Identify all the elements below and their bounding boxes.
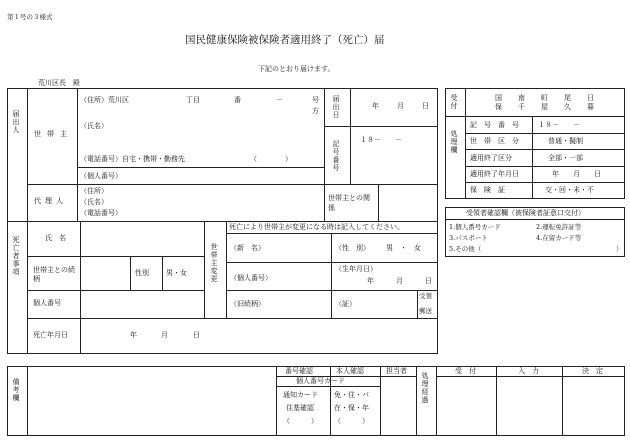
old-relation-label: （旧続柄） [230, 300, 265, 308]
deceased-section-label: 死亡者事項 [12, 236, 20, 276]
address-unit-ban: 番 [234, 96, 241, 104]
id-item-other: 5.その他（ [449, 245, 482, 253]
district-nippori-1: 日 [587, 94, 594, 102]
resident-check-label: 住基確認 [286, 404, 314, 412]
agent-name-label: （氏名） [80, 198, 108, 206]
form-number: 第１号の３様式 [7, 13, 53, 21]
received-mark: 受領 [419, 292, 432, 300]
death-date-year: 年 [130, 331, 137, 339]
office-row-value: 普通・擬制 [548, 137, 583, 145]
householder-change-notice: 死亡により世帯主が変更になる時は記入してください。 [229, 223, 404, 231]
district-nippori-2: 暮 [587, 103, 594, 111]
agent-phone-label: （電話番号） [80, 209, 122, 217]
address-unit-go: 号 [312, 96, 319, 104]
decision-stage-label: 決 定 [582, 367, 603, 375]
cert-label: （証） [335, 300, 356, 308]
district-ogu-2: 久 [564, 103, 571, 111]
id-item-passport: 3.パスポート [449, 234, 488, 242]
personal-number-label: （個人番号） [80, 172, 122, 180]
remarks-label: 備考欄 [12, 378, 20, 402]
address-unit-chome: 丁目 [186, 96, 200, 104]
date-unit-year: 年 [372, 102, 379, 110]
district-minamisenju-2: 千 [518, 103, 525, 111]
name-label: （氏名） [80, 122, 108, 130]
page-title: 国民健康保険被保険者適用終了（死亡）届 [185, 34, 385, 46]
id-item-mynumber-card: 1.個人番号カード [449, 223, 501, 231]
symbol-number-label: 記号番号 [332, 140, 340, 172]
identity-check-parens: （ ） [334, 417, 369, 425]
license-group-label: 免・住・パ [334, 391, 369, 399]
new-name-label: （新 名） [230, 244, 265, 252]
date-unit-month: 月 [397, 102, 404, 110]
received-stage-label: 受 付 [455, 367, 476, 375]
intro-text: 下記のとおり届けます。 [258, 65, 335, 73]
deceased-sex-options: 男・女 [166, 269, 187, 277]
forwarded-mark: 郵送 [419, 307, 432, 315]
householder-label: 世帯主 [34, 130, 73, 138]
input-stage-label: 入 力 [518, 367, 539, 375]
deceased-relation-label: 世帯主との続柄 [33, 266, 75, 284]
birth-date-label: （生年月日） [335, 265, 377, 273]
address-label: （住所）荒川区 [80, 96, 129, 104]
processing-history-label: 処理経過 [421, 372, 429, 404]
relation-label: 世帯主との関係 [328, 194, 370, 212]
number-check-label: 番号確認 [285, 367, 313, 375]
householder-change-label: 世帯主変更 [210, 243, 218, 283]
new-personal-number-label: （個人番号） [230, 274, 272, 282]
office-row-value: 年 月 日 [552, 170, 601, 178]
personal-card-label: 個人番号カード [296, 377, 345, 385]
id-item-residence-card: 4.在留カード等 [536, 234, 582, 242]
phone-label: （電話番号）自宅・携帯・勤務先 [80, 155, 185, 163]
birth-year: 年 [367, 277, 374, 285]
id-item-other-close: ） [616, 245, 623, 253]
office-row-value: １８－ － [538, 121, 580, 129]
office-row-label: 記 号 番 号 [470, 121, 519, 129]
addressee: 荒川区長 殿 [38, 79, 80, 87]
birth-day: 日 [425, 277, 432, 285]
date-unit-day: 日 [422, 102, 429, 110]
office-row-value: 全部・一部 [548, 154, 583, 162]
address-suffix: 方 [312, 107, 319, 115]
district-machiya-1: 町 [541, 94, 548, 102]
notice-card-label: 通知カード [283, 391, 318, 399]
death-date-month: 月 [161, 331, 168, 339]
office-row-value: 交・回・未・不 [545, 186, 594, 194]
gender-options: 男 ・ 女 [386, 244, 421, 252]
death-date-day: 日 [193, 331, 200, 339]
district-ogu-1: 尾 [564, 94, 571, 102]
district-minamisenju-1: 南 [518, 94, 525, 102]
office-row-label: 適用終了区分 [470, 154, 512, 162]
district-kokuho-1: 国 [495, 94, 502, 102]
notifier-section-label: 届出人 [12, 110, 20, 134]
address-unit-dash: － [276, 96, 283, 104]
office-row-label: 保 険 証 [470, 186, 505, 194]
deceased-personal-number-label: 個人番号 [33, 299, 61, 307]
office-row-label: 適用終了年月日 [470, 170, 519, 178]
staff-label: 担当者 [386, 367, 407, 375]
birth-month: 月 [396, 277, 403, 285]
death-date-label: 死亡年月日 [33, 331, 68, 339]
office-received-label: 受付 [450, 94, 458, 110]
office-processing-label: 処理欄 [450, 130, 458, 154]
agent-address-label: （住所） [80, 187, 108, 195]
identity-check-label: 本人確認 [336, 367, 364, 375]
district-machiya-2: 屋 [541, 103, 548, 111]
symbol-number-value: １８－ － [360, 136, 402, 144]
office-row-label: 世 帯 区 分 [470, 137, 519, 145]
resident-group-label: 在・保・年 [334, 404, 369, 412]
resident-check-parens: （ ） [283, 417, 318, 425]
deceased-sex-label: 性別 [135, 269, 149, 277]
deceased-name-label: 氏 名 [45, 234, 66, 242]
id-item-license: 2.運転免許証等 [536, 223, 582, 231]
agent-label: 代理人 [34, 197, 67, 205]
notify-date-label: 届出日 [332, 95, 340, 119]
phone-parens: （ ） [250, 155, 292, 163]
district-kokuho-2: 保 [495, 103, 502, 111]
id-check-title: 受領者確認欄（被保険者証意口交付） [466, 209, 585, 217]
gender-label: （性 別） [335, 244, 370, 252]
